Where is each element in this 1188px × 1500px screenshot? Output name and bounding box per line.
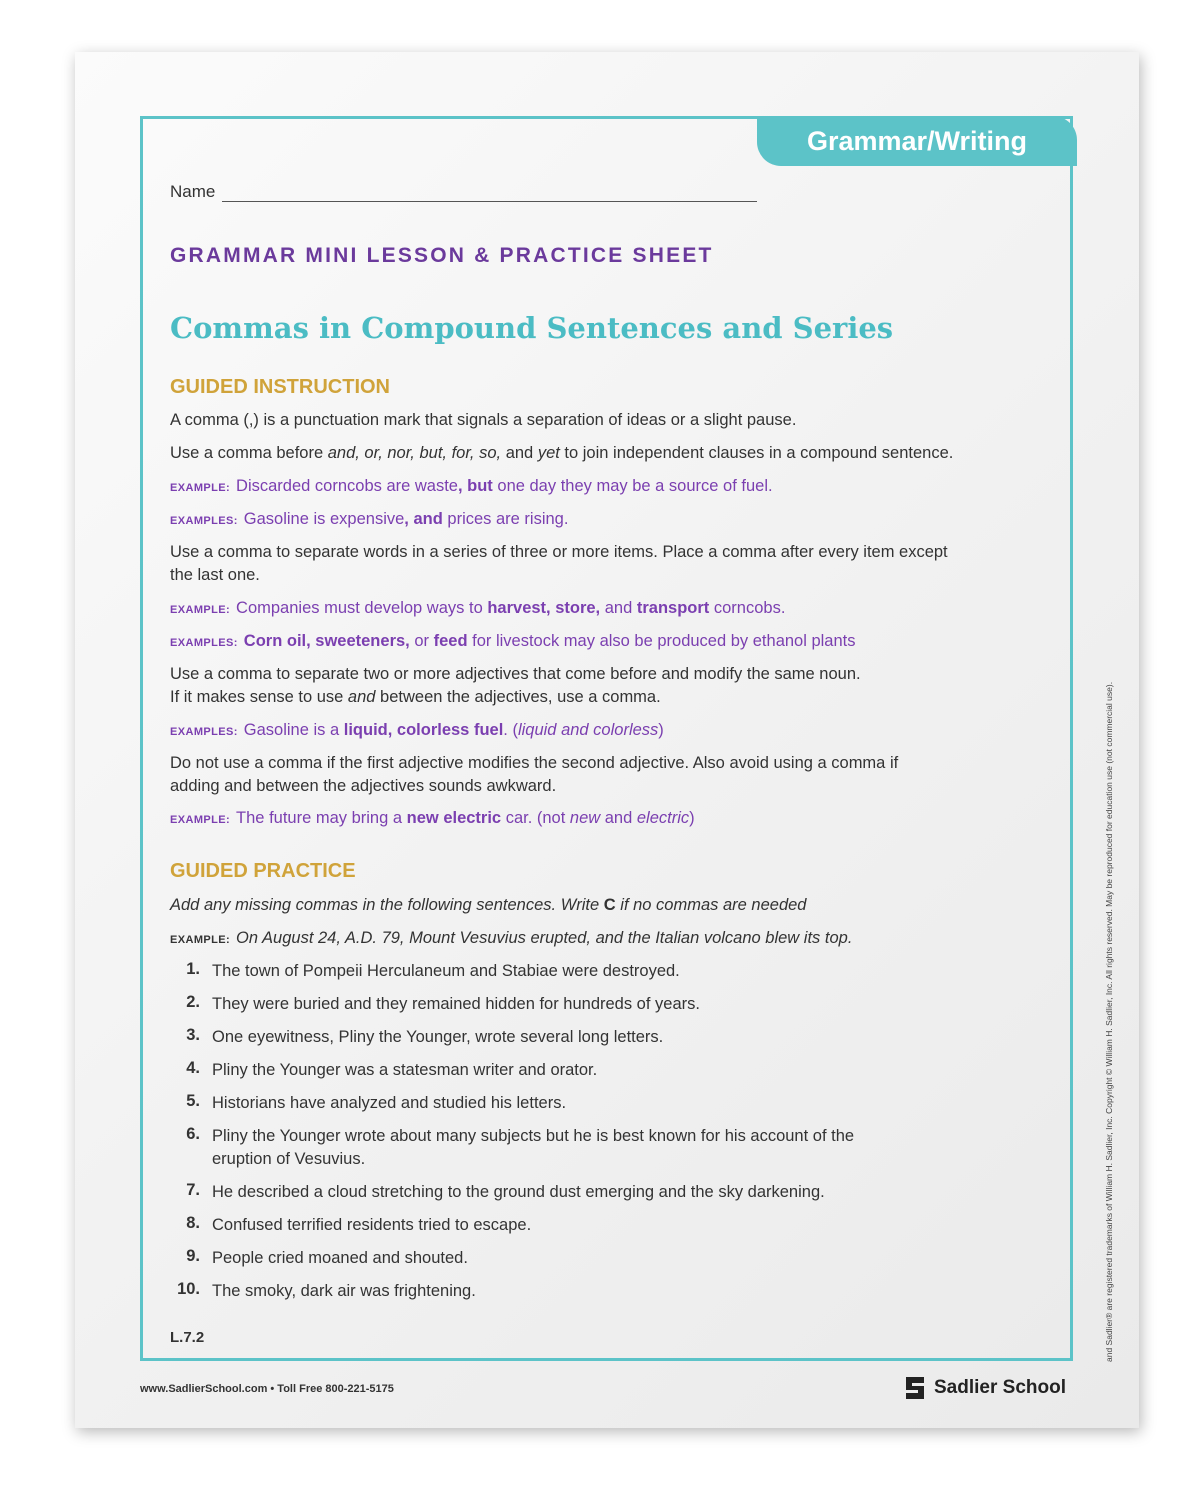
name-field-line[interactable] xyxy=(222,201,757,202)
practice-item: Confused terrified residents tried to escape. xyxy=(212,1216,532,1234)
example-bold: harvest, store, xyxy=(487,599,601,617)
p2-yet: yet xyxy=(537,444,560,462)
instructions-c: C xyxy=(603,896,616,914)
practice-item-line-1: Pliny the Younger wrote about many subjects but he is best known for his account of the xyxy=(212,1127,855,1145)
p2-conjunctions: and, or, nor, but, for, so, xyxy=(327,444,502,462)
example-text: Discarded corncobs are waste xyxy=(236,477,458,495)
p2-text-a: Use a comma before xyxy=(170,444,328,462)
p4-and: and xyxy=(347,688,376,706)
example-italic: new xyxy=(569,809,601,827)
practice-item: The smoky, dark air was frightening. xyxy=(212,1282,476,1300)
guided-instruction-heading: GUIDED INSTRUCTION xyxy=(170,376,390,398)
practice-item xyxy=(212,1125,932,1171)
subject-tab-label: Grammar/Writing xyxy=(806,125,1028,156)
p2-text-e: to join independent clauses in a compound sentence. xyxy=(559,444,954,462)
example-text: corncobs. xyxy=(709,599,786,617)
item-number: 4. xyxy=(186,1059,200,1077)
instructions-text: Add any missing commas in the following sentences. Write xyxy=(170,896,604,914)
practice-item: The town of Pompeii Herculaneum and Stabiae were destroyed. xyxy=(212,962,680,980)
footer-contact: www.SadlierSchool.com • Toll Free 800-221-5175 xyxy=(140,1383,394,1395)
example-label: EXAMPLE: xyxy=(170,482,231,494)
p4-line-1: Use a comma to separate two or more adjectives that come before and modify the same noun. xyxy=(170,665,861,683)
item-number: 1. xyxy=(186,960,200,978)
instruction-paragraph-5 xyxy=(170,752,1020,798)
example-text: Companies must develop ways to xyxy=(236,599,488,617)
practice-item: They were buried and they remained hidden for hundreds of years. xyxy=(212,995,700,1013)
p2-text-c: and xyxy=(501,444,538,462)
example-text: Gasoline is a xyxy=(243,721,344,739)
p5-line-2: adding and between the adjectives sounds awkward. xyxy=(170,777,557,795)
example-6 xyxy=(170,807,695,832)
example-bold: new electric xyxy=(406,809,502,827)
example-text: ) xyxy=(658,721,664,739)
instructions-text: if no commas are needed xyxy=(615,896,807,914)
item-number: 8. xyxy=(186,1214,200,1232)
example-label: EXAMPLES: xyxy=(170,637,238,649)
example-text: Gasoline is expensive xyxy=(243,510,405,528)
instruction-paragraph-4 xyxy=(170,663,1020,709)
example-1 xyxy=(170,475,773,500)
subject-tab xyxy=(757,116,1077,166)
p4-line-2 xyxy=(170,686,1020,709)
page-title: Commas in Compound Sentences and Series xyxy=(170,311,894,345)
example-bold: Corn oil, sweeteners, xyxy=(243,632,410,650)
example-text: one day they may be a source of fuel. xyxy=(492,477,773,495)
p4-text-a: If it makes sense to use xyxy=(170,688,348,706)
standard-code: L.7.2 xyxy=(170,1329,205,1346)
brand-name: Sadlier School xyxy=(934,1377,1066,1398)
item-number: 6. xyxy=(186,1125,200,1143)
example-2 xyxy=(170,508,568,533)
example-label: EXAMPLE: xyxy=(170,934,231,946)
item-number: 7. xyxy=(186,1181,200,1199)
name-label: Name xyxy=(170,182,216,201)
item-number: 9. xyxy=(186,1247,200,1265)
example-label: EXAMPLE: xyxy=(170,814,231,826)
sadlier-school-logo xyxy=(902,1373,1066,1403)
practice-item: One eyewitness, Pliny the Younger, wrote several long letters. xyxy=(212,1028,664,1046)
example-text: . ( xyxy=(503,721,518,739)
p4-text-c: between the adjectives, use a comma. xyxy=(375,688,661,706)
practice-item: Pliny the Younger was a statesman writer and orator. xyxy=(212,1061,598,1079)
example-text: ) xyxy=(689,809,695,827)
example-bold: feed xyxy=(433,632,468,650)
instruction-paragraph-3 xyxy=(170,541,1020,587)
practice-example xyxy=(170,927,852,952)
example-label: EXAMPLE: xyxy=(170,604,231,616)
item-number: 2. xyxy=(186,993,200,1011)
example-text: car. (not xyxy=(501,809,570,827)
example-4 xyxy=(170,630,856,655)
practice-item: People cried moaned and shouted. xyxy=(212,1249,468,1267)
practice-instructions xyxy=(170,894,1020,917)
p3-line-1: Use a comma to separate words in a series of three or more items. Place a comma after every item except xyxy=(170,543,948,561)
practice-example-text: On August 24, A.D. 79, Mount Vesuvius erupted, and the Italian volcano blew its top. xyxy=(236,929,853,947)
example-5 xyxy=(170,719,664,744)
example-text: or xyxy=(409,632,434,650)
practice-item: Historians have analyzed and studied his letters. xyxy=(212,1094,567,1112)
example-text: for livestock may also be produced by ethanol plants xyxy=(467,632,856,650)
example-text: and xyxy=(600,599,637,617)
sadlier-s-icon xyxy=(902,1373,928,1403)
copyright-notice: and Sadlier® are registered trademarks of William H. Sadlier, Inc. Copyright © William H. Sadlier, Inc. All rights reserved. May be reproduced for education use (not commercial use). xyxy=(1104,681,1114,1362)
p5-line-1: Do not use a comma if the first adjective modifies the second adjective. Also avoid using a comma if xyxy=(170,754,899,772)
practice-item-line-2: eruption of Vesuvius. xyxy=(212,1150,366,1168)
item-number: 3. xyxy=(186,1026,200,1044)
example-bold: liquid, colorless fuel xyxy=(343,721,504,739)
example-italic: electric xyxy=(636,809,690,827)
item-number: 5. xyxy=(186,1092,200,1110)
example-text: and xyxy=(600,809,637,827)
instruction-paragraph-1: A comma (,) is a punctuation mark that signals a separation of ideas or a slight pause. xyxy=(170,411,797,429)
example-italic: liquid and colorless xyxy=(517,721,659,739)
example-label: EXAMPLES: xyxy=(170,515,238,527)
example-bold: transport xyxy=(636,599,710,617)
example-3 xyxy=(170,597,785,622)
guided-practice-heading: GUIDED PRACTICE xyxy=(170,860,356,882)
practice-item: He described a cloud stretching to the ground dust emerging and the sky darkening. xyxy=(212,1183,825,1201)
item-number: 10. xyxy=(177,1280,200,1298)
example-text: The future may bring a xyxy=(236,809,407,827)
example-label: EXAMPLES: xyxy=(170,726,238,738)
sheet-kicker: GRAMMAR MINI LESSON & PRACTICE SHEET xyxy=(170,244,714,267)
example-bold: , but xyxy=(457,477,493,495)
example-text: prices are rising. xyxy=(442,510,569,528)
instruction-paragraph-2 xyxy=(170,442,1020,465)
p3-line-2: the last one. xyxy=(170,566,260,584)
example-bold: , and xyxy=(404,510,443,528)
